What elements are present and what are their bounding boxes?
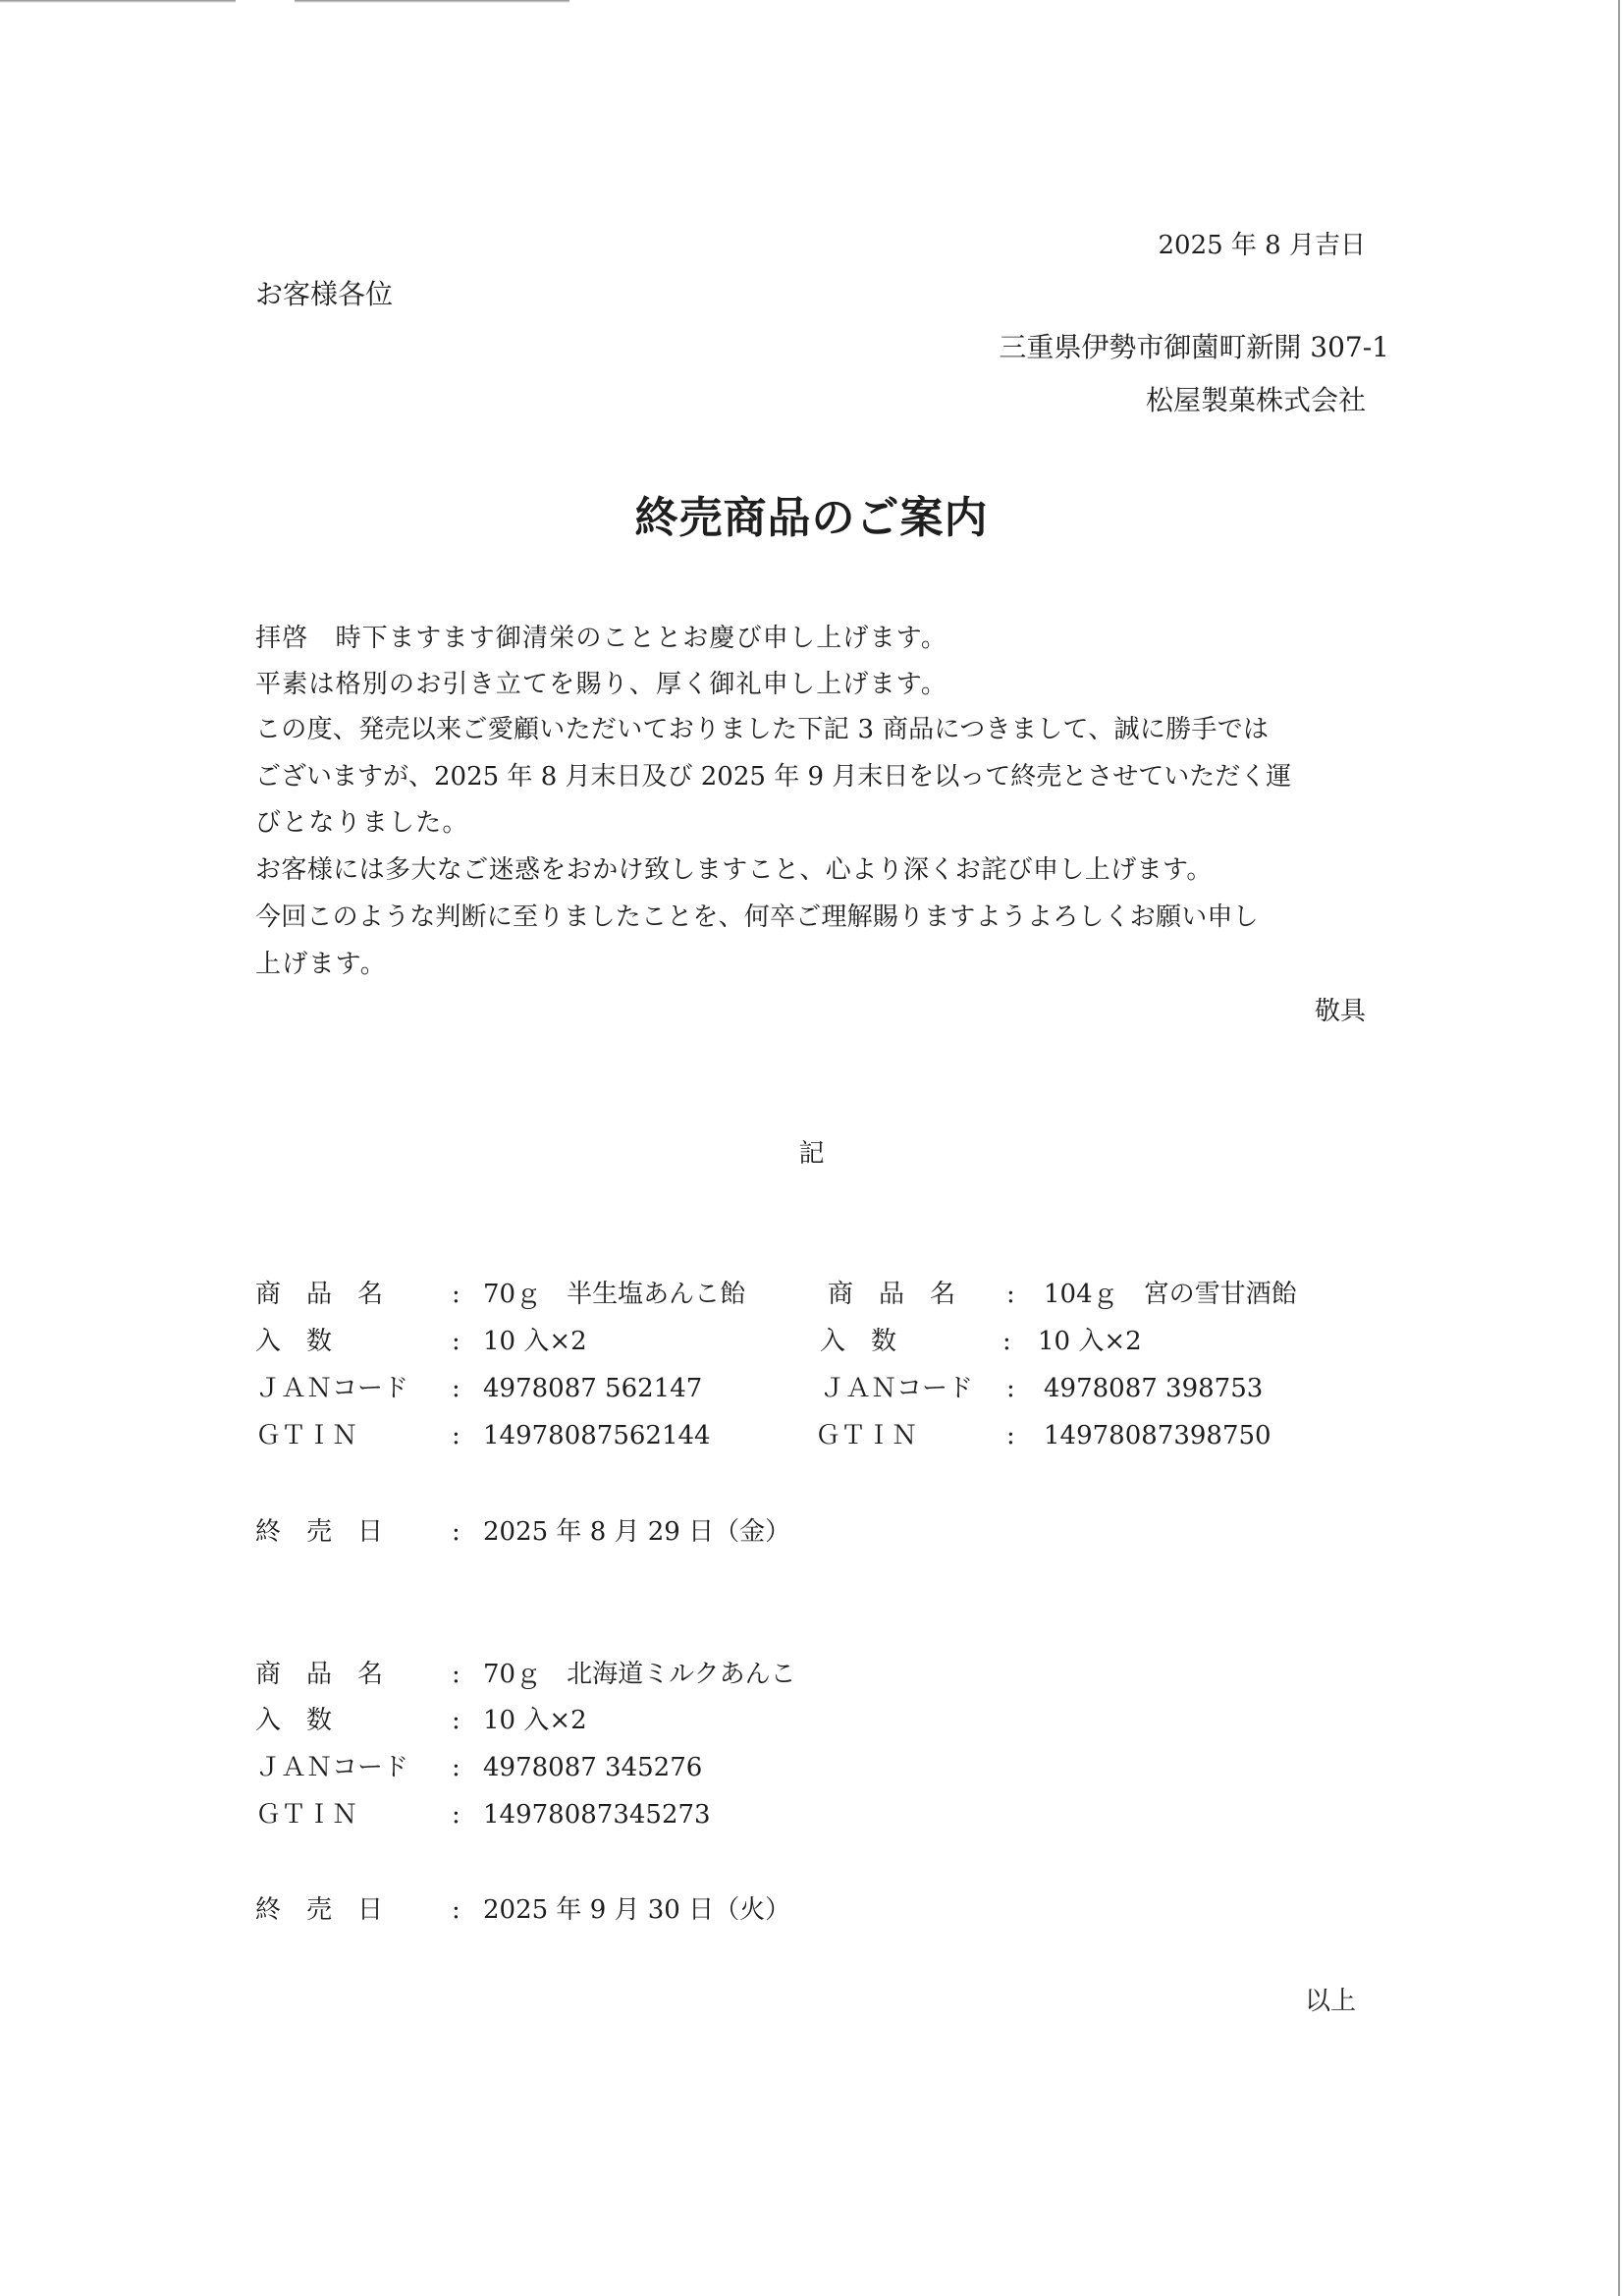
count-row [820, 1326, 1370, 1357]
jan-label: ＪＡＮコード [255, 1753, 409, 1782]
jan-label: ＪＡＮコード [820, 1374, 974, 1403]
colon: : [1006, 1374, 1015, 1403]
body-line: ございますが、2025 年 8 月末日及び 2025 年 9 月末日を以って終売とさせていただく運 [255, 762, 1292, 792]
colon: : [452, 1327, 460, 1356]
product-name-value: 70ｇ 北海道ミルクあんこ [483, 1660, 796, 1689]
end-date-label: 終 売 日 [255, 1517, 384, 1547]
product-name-row [255, 1659, 943, 1690]
colon: : [1006, 1421, 1015, 1450]
end-date-value: 2025 年 9 月 30 日（火） [483, 1895, 791, 1925]
end-date-row [255, 1516, 943, 1548]
body-line: お客様には多大なご迷惑をおかけ致しますこと、心より深くお詫び申し上げます。 [255, 855, 1213, 885]
page-title: 終売商品のご案内 [634, 493, 989, 543]
jan-value: 4978087 398753 [1044, 1374, 1264, 1403]
gtin-value: 14978087398750 [1044, 1421, 1271, 1450]
product-name-label: 商 品 名 [255, 1660, 384, 1689]
product-name-row [820, 1279, 1370, 1310]
product-name-label: 商 品 名 [255, 1280, 384, 1309]
colon: : [452, 1895, 460, 1925]
count-label: 入 数 [255, 1706, 333, 1735]
end-date-value: 2025 年 8 月 29 日（金） [483, 1517, 791, 1547]
body-line: 平素は格別のお引き立てを賜り、厚く御礼申し上げます。 [255, 670, 948, 699]
closing-ijou: 以上 [1304, 1987, 1356, 2016]
product-name-value: 70ｇ 半生塩あんこ飴 [483, 1280, 746, 1309]
gtin-label: ＧＴＩＮ [255, 1421, 358, 1450]
colon: : [452, 1706, 460, 1735]
body-line: この度、発売以来ご愛顧いただいておりました下記 3 商品につきまして、誠に勝手では [255, 715, 1270, 744]
body-line: びとなりました。 [255, 808, 469, 838]
colon: : [452, 1517, 460, 1547]
recipient: お客様各位 [255, 278, 394, 310]
sender-address: 三重県伊勢市御薗町新開 307-1 [999, 331, 1389, 363]
jan-value: 4978087 345276 [483, 1753, 703, 1782]
colon: : [1006, 1280, 1015, 1309]
jan-row [255, 1752, 943, 1783]
colon: : [452, 1753, 460, 1782]
scan-shadow-top [295, 0, 569, 3]
gtin-row [255, 1799, 943, 1831]
colon: : [452, 1660, 460, 1689]
body-line: 上げます。 [255, 950, 387, 979]
count-value: 10 入×2 [483, 1706, 587, 1735]
count-label: 入 数 [255, 1327, 333, 1356]
body-line: 今回このような判断に至りましたことを、何卒ご理解賜りますようよろしくお願い申し [255, 902, 1259, 932]
jan-label: ＪＡＮコード [255, 1374, 409, 1403]
jan-row [820, 1373, 1370, 1404]
scan-shadow-top [0, 0, 236, 3]
gtin-row [255, 1420, 805, 1451]
count-value: 10 入×2 [1038, 1327, 1142, 1356]
gtin-label: ＧＴＩＮ [255, 1800, 358, 1830]
sender-company: 松屋製菓株式会社 [1145, 384, 1366, 416]
ki-heading: 記 [798, 1139, 825, 1169]
gtin-label: ＧＴＩＮ [815, 1421, 918, 1450]
colon: : [452, 1800, 460, 1830]
count-label: 入 数 [820, 1327, 897, 1356]
end-date-row [255, 1894, 943, 1926]
closing-keigu: 敬具 [1314, 997, 1366, 1026]
colon: : [452, 1280, 460, 1309]
colon: : [452, 1374, 460, 1403]
colon: : [1002, 1327, 1011, 1356]
gtin-row [815, 1420, 1365, 1451]
jan-value: 4978087 562147 [483, 1374, 703, 1403]
count-value: 10 入×2 [483, 1327, 587, 1356]
gtin-value: 14978087562144 [483, 1421, 711, 1450]
body-line: 拝啓 時下ますます御清栄のこととお慶び申し上げます。 [255, 624, 948, 653]
product-name-label: 商 品 名 [828, 1280, 956, 1309]
product-name-value: 104ｇ 宮の雪甘酒飴 [1044, 1280, 1297, 1309]
product-name-row [255, 1279, 805, 1310]
jan-row [255, 1373, 805, 1404]
gtin-value: 14978087345273 [483, 1800, 711, 1830]
end-date-label: 終 売 日 [255, 1895, 384, 1925]
count-row [255, 1705, 943, 1736]
colon: : [452, 1421, 460, 1450]
count-row [255, 1326, 805, 1357]
issue-date: 2025 年 8 月吉日 [1158, 231, 1366, 260]
